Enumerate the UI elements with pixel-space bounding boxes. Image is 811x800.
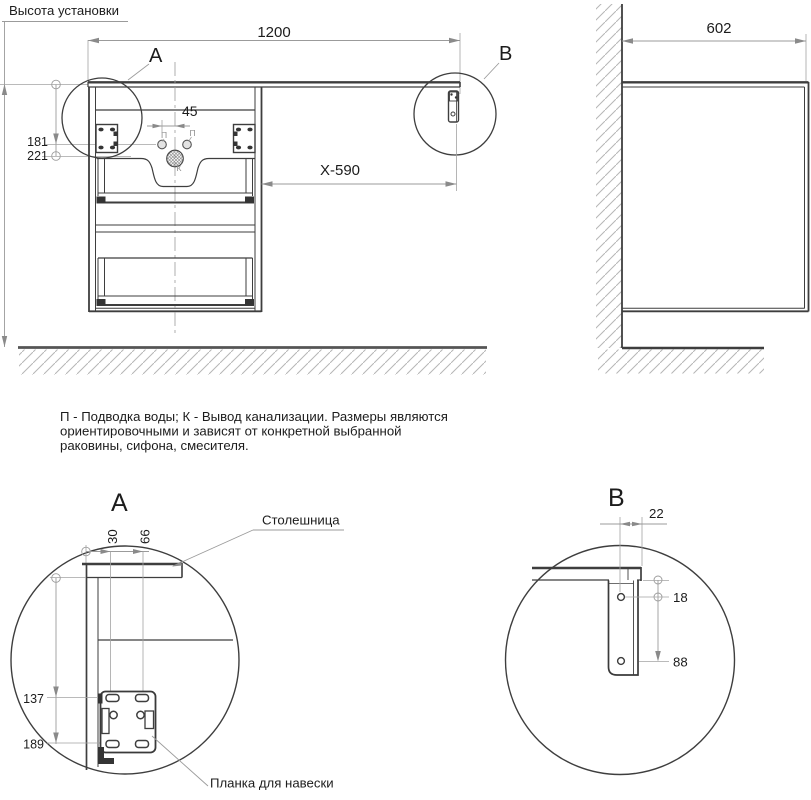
water-supply-holes bbox=[158, 128, 196, 149]
dim-221: 221 bbox=[27, 149, 48, 163]
floor-side bbox=[598, 348, 764, 374]
note-block bbox=[60, 409, 448, 453]
dim-18: 18 bbox=[673, 590, 688, 605]
dim-x-590: X-590 bbox=[319, 162, 361, 179]
dim-602: 602 bbox=[706, 20, 732, 37]
side-panel-outline bbox=[622, 82, 809, 312]
cabinet-outline bbox=[88, 62, 460, 334]
plank-callout bbox=[152, 736, 334, 791]
detail-b-callout: В bbox=[499, 43, 513, 65]
detail-b-title: В bbox=[608, 484, 625, 512]
dim-189: 189 bbox=[23, 737, 44, 752]
dim-137: 137 bbox=[23, 692, 44, 706]
detail-a-callout: А bbox=[149, 45, 163, 67]
dim-88: 88 bbox=[673, 654, 688, 670]
dim-66: 66 bbox=[137, 529, 153, 544]
detail-a bbox=[11, 489, 344, 791]
note-line-1: П - Подводка воды; К - Вывод канализации. Размеры являются bbox=[60, 409, 448, 424]
dimension-181-221 bbox=[27, 80, 156, 163]
dimension-x-590 bbox=[262, 124, 457, 191]
dim-181: 181 bbox=[27, 135, 48, 149]
note-line-2: ориентировочными и зависят от конкретной выбранной bbox=[60, 423, 402, 439]
dimension-22 bbox=[600, 506, 667, 592]
note-line-3: раковины, сифона, смесителя. bbox=[60, 438, 249, 453]
dimension-602 bbox=[622, 20, 806, 81]
dim-45: 45 bbox=[182, 103, 198, 119]
hanging-bracket-right bbox=[233, 125, 255, 153]
countertop-callout bbox=[172, 513, 344, 567]
dim-22: 22 bbox=[649, 506, 664, 521]
detail-b bbox=[506, 484, 735, 775]
front-view bbox=[0, 3, 512, 375]
side-view bbox=[596, 4, 809, 374]
floor-front bbox=[18, 348, 487, 375]
dimension-30-66 bbox=[82, 529, 153, 696]
mounting-plate bbox=[98, 692, 156, 765]
hanging-bracket-left bbox=[96, 125, 118, 153]
water-label-right: П bbox=[189, 128, 196, 138]
detail-circle-b bbox=[414, 43, 512, 155]
water-label-left: П bbox=[161, 130, 168, 140]
dim-1200: 1200 bbox=[257, 24, 291, 41]
detail-b-structure bbox=[532, 567, 641, 675]
installation-height-dimension bbox=[0, 3, 128, 347]
countertop-label: Столешница bbox=[262, 512, 340, 528]
installation-height-label: Высота установки bbox=[9, 3, 119, 18]
dimension-137-189 bbox=[23, 574, 102, 752]
wall-hatch bbox=[596, 4, 622, 348]
drain-label: К bbox=[176, 163, 182, 173]
plank-label: Планка для навески bbox=[210, 775, 334, 791]
dim-30: 30 bbox=[105, 529, 120, 544]
detail-a-title: А bbox=[111, 489, 128, 517]
